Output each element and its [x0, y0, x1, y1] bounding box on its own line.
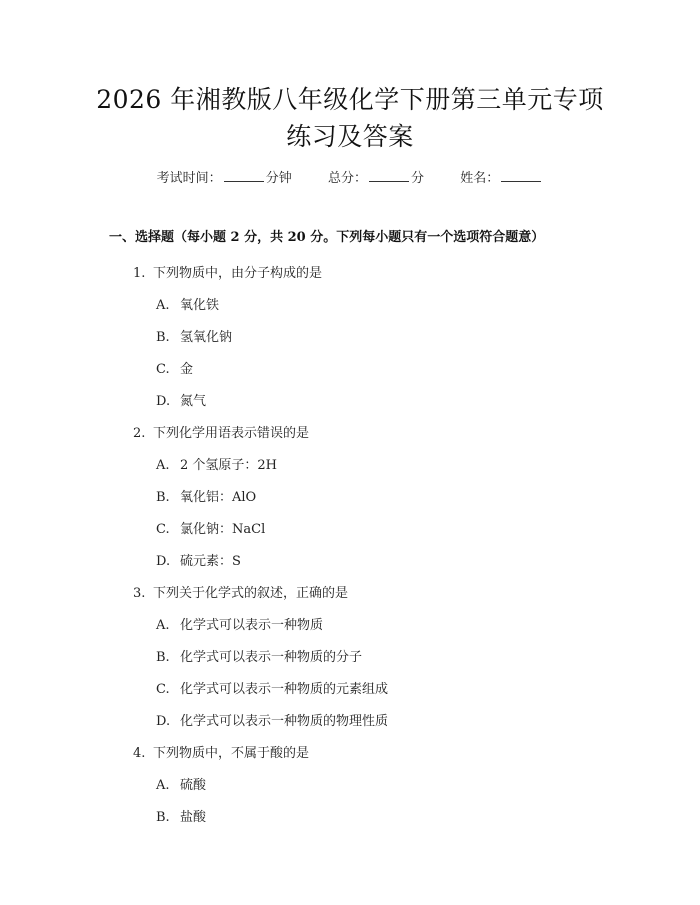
- question-number: 2.: [133, 426, 146, 441]
- option-1d: [156, 390, 206, 409]
- option-label: A.: [156, 458, 170, 473]
- option-label: D.: [156, 394, 171, 409]
- option-4b: [156, 806, 206, 825]
- option-3a: [156, 614, 323, 633]
- option-1c: [156, 358, 193, 377]
- question-number: 1.: [133, 266, 146, 281]
- option-text: 化学式可以表示一种物质的元素组成: [180, 682, 389, 697]
- option-text: 化学式可以表示一种物质: [180, 618, 324, 633]
- option-text: 2 个氢原子：2H: [180, 458, 278, 473]
- option-text: 氧化铝：AlO: [180, 490, 257, 505]
- option-label: A.: [156, 618, 170, 633]
- name-blank: [501, 169, 541, 182]
- option-1a: [156, 294, 219, 313]
- option-3d: [156, 710, 388, 729]
- question-number: 4.: [133, 746, 146, 761]
- page-title-line-1: 2026 年湘教版八年级化学下册第三单元专项: [96, 85, 604, 114]
- option-2c: [156, 518, 265, 537]
- time-label: 考试时间：: [156, 171, 222, 186]
- question-3: [133, 582, 348, 601]
- question-number: 3.: [133, 586, 146, 601]
- option-label: A.: [156, 778, 170, 793]
- question-4: [133, 742, 309, 761]
- option-text: 硫元素：S: [180, 554, 241, 569]
- option-text: 化学式可以表示一种物质的物理性质: [180, 714, 389, 729]
- option-text: 氯化钠：NaCl: [180, 522, 266, 537]
- question-2: [133, 422, 309, 441]
- option-label: D.: [156, 714, 171, 729]
- question-text: 下列关于化学式的叙述，正确的是: [153, 586, 349, 601]
- question-1: [133, 262, 322, 281]
- option-text: 盐酸: [180, 810, 207, 825]
- time-unit: 分钟: [265, 171, 292, 186]
- page-title-line-2: 练习及答案: [286, 122, 414, 151]
- option-3c: [156, 678, 388, 697]
- option-2a: [156, 454, 277, 473]
- option-text: 金: [180, 362, 194, 377]
- option-1b: [156, 326, 232, 345]
- option-text: 硫酸: [180, 778, 207, 793]
- question-text: 下列物质中，由分子构成的是: [153, 266, 323, 281]
- option-label: B.: [156, 330, 170, 345]
- option-label: A.: [156, 298, 170, 313]
- section-title: 一、选择题（每小题 2 分，共 20 分。下列每小题只有一个选项符合题意）: [109, 230, 545, 245]
- option-2d: [156, 550, 241, 569]
- score-unit: 分: [411, 171, 425, 186]
- option-text: 氧化铁: [180, 298, 220, 313]
- question-text: 下列化学用语表示错误的是: [153, 426, 310, 441]
- score-blank: [369, 169, 409, 182]
- option-label: C.: [156, 522, 170, 537]
- option-label: D.: [156, 554, 171, 569]
- option-label: C.: [156, 362, 170, 377]
- question-text: 下列物质中，不属于酸的是: [153, 746, 310, 761]
- option-label: B.: [156, 490, 170, 505]
- exam-meta: [0, 167, 700, 186]
- score-label: 总分：: [327, 171, 367, 186]
- option-label: C.: [156, 682, 170, 697]
- option-text: 化学式可以表示一种物质的分子: [180, 650, 363, 665]
- option-text: 氮气: [180, 394, 207, 409]
- name-label: 姓名：: [460, 171, 500, 186]
- option-4a: [156, 774, 206, 793]
- option-3b: [156, 646, 362, 665]
- option-2b: [156, 486, 256, 505]
- option-text: 氢氧化钠: [180, 330, 233, 345]
- option-label: B.: [156, 650, 170, 665]
- time-blank: [224, 169, 264, 182]
- option-label: B.: [156, 810, 170, 825]
